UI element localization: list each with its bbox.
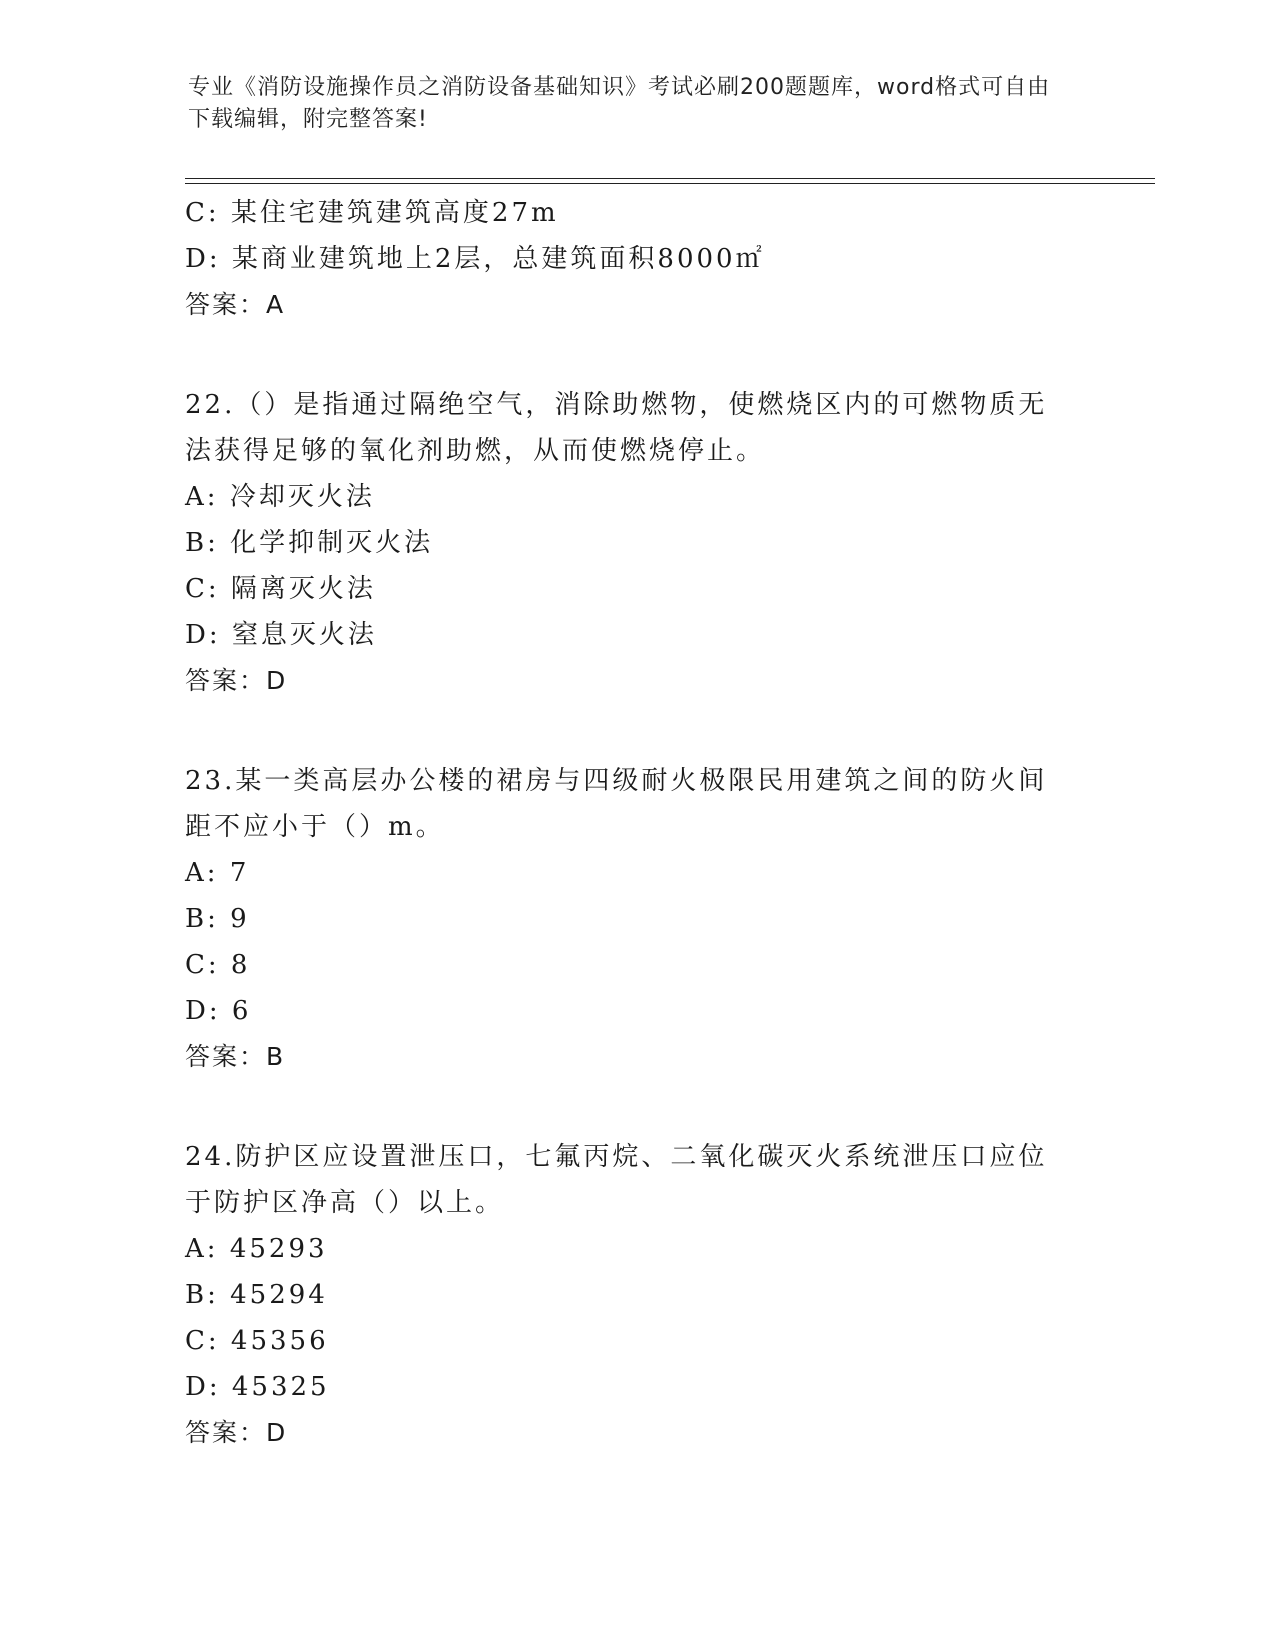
option-b [185,1272,1085,1318]
option-b [185,520,1085,566]
option-text: 45325 [231,1372,330,1402]
answer-line: 答案：D [185,1418,288,1447]
option-c [185,190,1085,236]
option-label: C: [185,950,220,980]
option-text: 45294 [230,1280,328,1310]
option-d [185,1364,1085,1410]
question-22 [185,382,1085,704]
answer-line: 答案：D [185,666,288,695]
option-label: C: [185,198,220,228]
option-a [185,1226,1085,1272]
option-a [185,850,1085,896]
question-stem: 23.某一类高层办公楼的裙房与四级耐火极限民用建筑之间的防火间距不应小于（）m。 [185,766,1048,842]
option-d [185,236,1085,282]
header-title: 专业《消防设施操作员之消防设备基础知识》考试必刷200题题库，word格式可自由下载编辑，附完整答案! [188,75,1051,132]
header-rule-bottom [185,183,1155,184]
option-label: A: [185,482,219,512]
question-stem: 24.防护区应设置泄压口，七氟丙烷、二氧化碳灭火系统泄压口应位于防护区净高（）以上。 [185,1142,1048,1218]
option-text: 45356 [230,1326,329,1356]
option-c [185,942,1085,988]
option-label: A: [185,858,219,888]
question-24 [185,1134,1085,1456]
question-23 [185,758,1085,1080]
option-label: D: [185,996,221,1026]
option-text: 冷却灭火法 [229,482,375,512]
option-label: B: [185,528,219,558]
option-label: C: [185,574,220,604]
option-c [185,1318,1085,1364]
option-label: D: [185,620,221,650]
option-text: 某住宅建筑建筑高度27m [230,198,559,228]
option-text: 8 [230,950,251,980]
option-text: 45293 [229,1234,328,1264]
option-b [185,896,1085,942]
option-a [185,474,1085,520]
option-c [185,566,1085,612]
spacer [185,328,1085,382]
question-content [185,190,1085,1456]
option-text: 6 [231,996,252,1026]
option-label: B: [185,1280,219,1310]
option-text: 某商业建筑地上2层，总建筑面积8000㎡ [231,244,765,274]
option-text: 隔离灭火法 [230,574,376,604]
carryover-question [185,190,1085,328]
answer-line: 答案：A [185,290,286,319]
spacer [185,1080,1085,1134]
answer-line: 答案：B [185,1042,286,1071]
option-label: A: [185,1234,219,1264]
option-label: D: [185,1372,221,1402]
option-text: 7 [229,858,250,888]
option-d [185,988,1085,1034]
option-text: 9 [230,904,250,934]
option-label: B: [185,904,219,934]
option-d [185,612,1085,658]
header-rule-top [185,178,1155,179]
option-label: D: [185,244,221,274]
question-stem: 22.（）是指通过隔绝空气，消除助燃物，使燃烧区内的可燃物质无法获得足够的氧化剂助燃，从而使燃烧停止。 [185,390,1048,466]
option-text: 窒息灭火法 [231,620,377,650]
option-text: 化学抑制灭火法 [230,528,434,558]
document-header [188,72,1068,136]
option-label: C: [185,1326,220,1356]
spacer [185,704,1085,758]
